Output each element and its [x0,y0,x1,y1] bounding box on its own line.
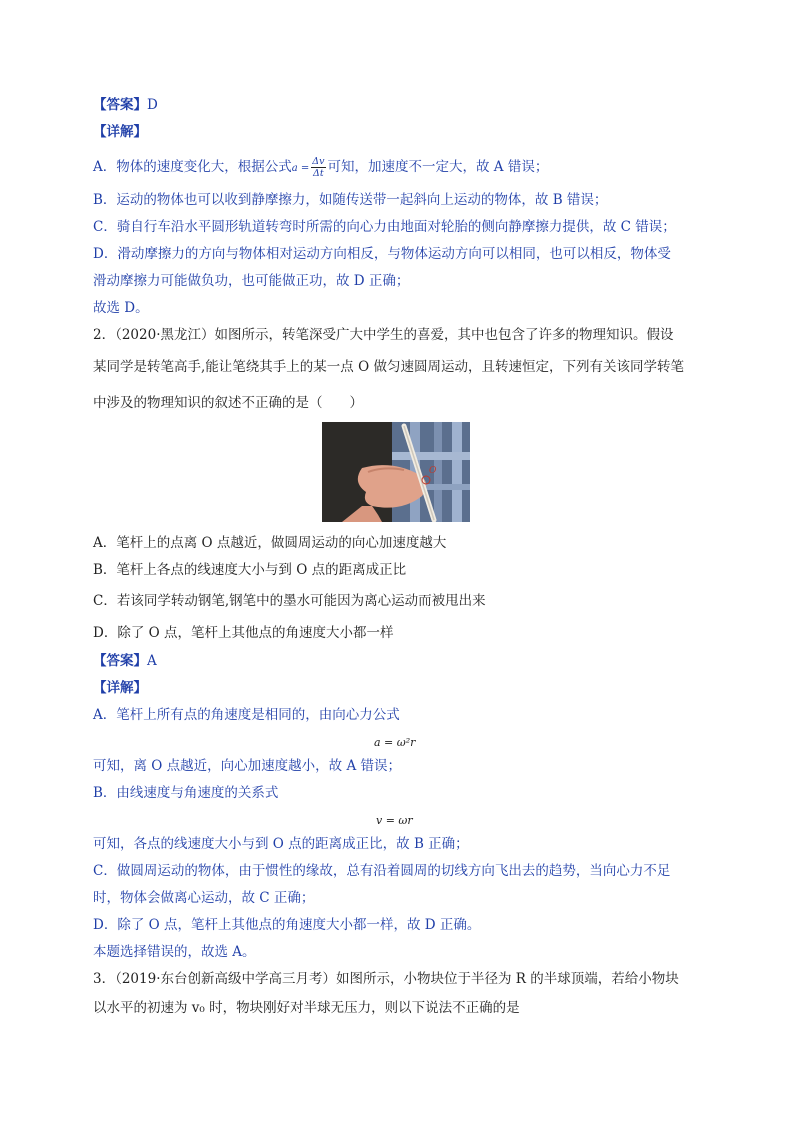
pen-spinning-illustration [322,422,470,522]
q1-detail-d1: D．滑动摩擦力的方向与物体相对运动方向相反，与物体运动方向可以相同，也可以相反，物体受 [93,246,671,262]
q2-answer-line [93,652,157,670]
q2-option-c: C．若该同学转动钢笔,钢笔中的墨水可能因为离心运动而被甩出来 [93,593,486,609]
formula-denominator: Δt [313,168,324,179]
formula-lhs: a = [291,163,310,174]
q3-stem-2: 以水平的初速为 v₀ 时，物块刚好对半球无压力，则以下说法不正确的是 [93,1000,520,1016]
answer-label: 【答案】 [93,653,147,669]
q1-detail-d2: 滑动摩擦力可能做负功，也可能做正功，故 D 正确； [93,273,410,289]
q2-detail-a1: A．笔杆上所有点的角速度是相同的，由向心力公式 [93,707,400,723]
q2-option-d: D．除了 O 点，笔杆上其他点的角速度大小都一样 [93,625,394,641]
q1-detail-a-pre: A．物体的速度变化大，根据公式 [93,159,292,175]
formula-linear-velocity: v = ωr [376,814,413,827]
q2-conclusion: 本题选择错误的，故选 A。 [93,944,256,960]
formula-centripetal-acceleration: a = ω²r [374,736,416,749]
q2-option-b: B．笔杆上各点的线速度大小与到 O 点的距离成正比 [93,562,407,578]
q2-detail-c1: C．做圆周运动的物体，由于惯性的缘故，总有沿着圆周的切线方向飞出去的趋势，当向心力不足 [93,863,671,879]
q1-detail-c: C．骑自行车沿水平圆形轨道转弯时所需的向心力由地面对轮胎的侧向静摩擦力提供，故 C 错误； [93,219,676,235]
q3-stem-1: 3．（2019·东台创新高级中学高三月考）如图所示，小物块位于半径为 R 的半球顶端，若给小物块 [93,971,679,987]
q2-option-a: A．笔杆上的点离 O 点越近，做圆周运动的向心加速度越大 [93,535,447,551]
q2-detail-b1: B．由线速度与角速度的关系式 [93,785,279,801]
q2-stem-1: 2．（2020·黑龙江）如图所示，转笔深受广大中学生的喜爱，其中也包含了许多的物理知识。假设 [93,327,674,343]
answer-value: D [147,97,158,113]
q2-stem-3: 中涉及的物理知识的叙述不正确的是（ ） [93,395,363,411]
q2-detail-a2: 可知，离 O 点越近，向心加速度越小，故 A 错误； [93,758,401,774]
q1-detail-b: B．运动的物体也可以收到静摩擦力，如随传送带一起斜向上运动的物体，故 B 错误； [93,192,608,208]
q1-answer-line [93,96,158,114]
q1-detail-a-post: 可知，加速度不一定大，故 A 错误； [327,159,549,175]
answer-value: A [147,653,157,669]
q2-detail-b2: 可知，各点的线速度大小与到 O 点的距离成正比，故 B 正确； [93,836,469,852]
q1-detail-a [93,156,548,179]
q2-detail-c2: 时，物体会做离心运动，故 C 正确； [93,890,315,906]
q2-stem-2: 某同学是转笔高手,能让笔绕其手上的某一点 O 做匀速圆周运动，且转速恒定，下列有关该同学转笔 [93,359,684,375]
formula-fraction [311,156,325,179]
answer-label: 【答案】 [93,97,147,113]
q2-detail-label: 【详解】 [93,680,147,696]
q2-detail-d: D．除了 O 点，笔杆上其他点的角速度大小都一样，故 D 正确。 [93,917,481,933]
photo-point-label: O [429,466,437,476]
pen-spinning-photo [322,422,470,522]
q1-detail-label: 【详解】 [93,124,147,140]
q1-conclusion: 故选 D。 [93,300,149,316]
formula-numerator: Δv [312,156,325,167]
